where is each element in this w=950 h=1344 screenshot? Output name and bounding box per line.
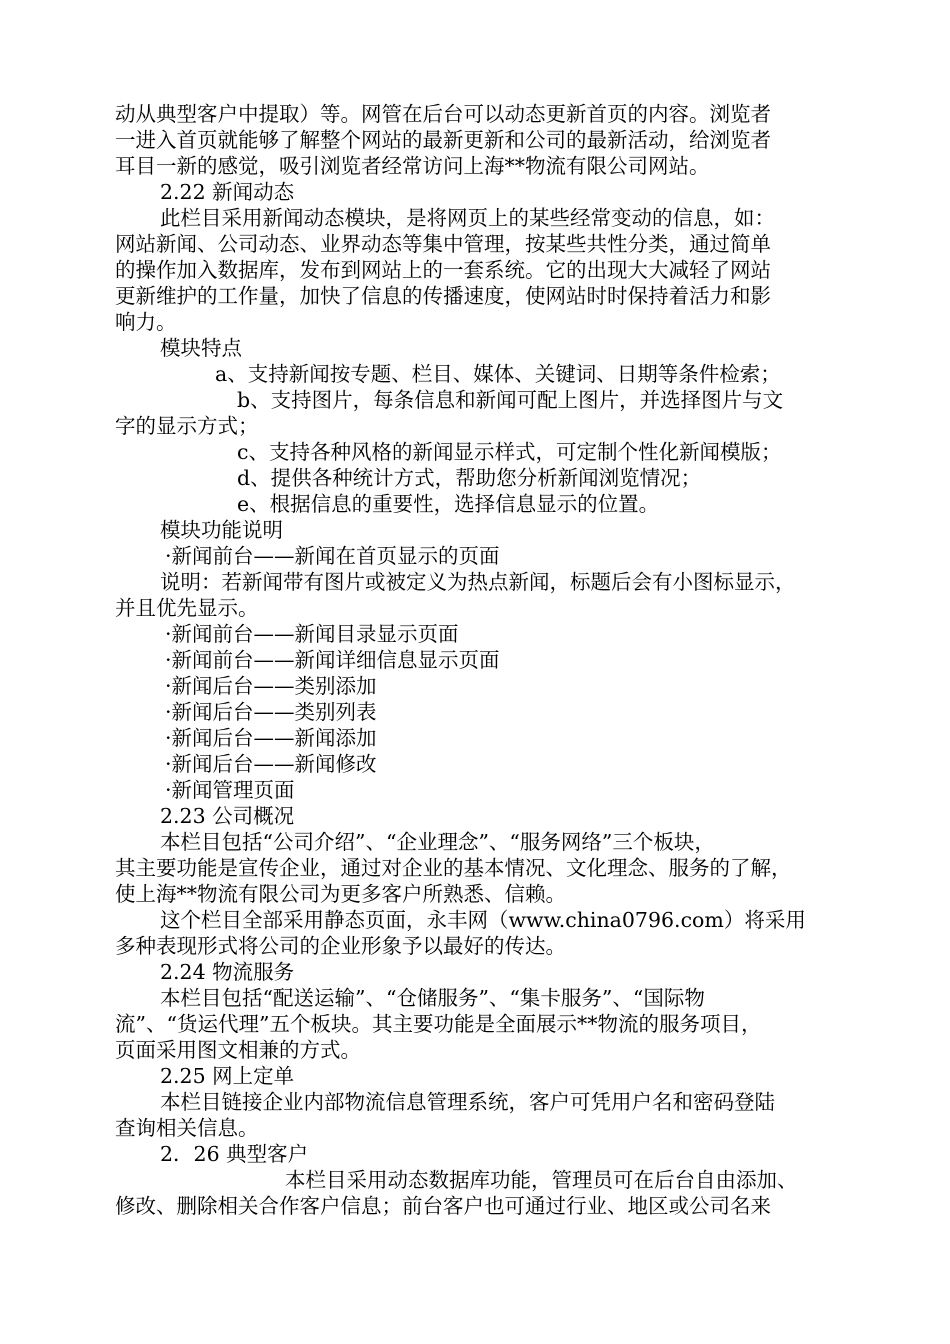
paragraph-line: 更新维护的工作量，加快了信息的传播速度，使网站时时保持着活力和影 (115, 284, 771, 308)
paragraph-line: 动从典型客户中提取）等。网管在后台可以动态更新首页的内容。浏览者 (115, 102, 771, 126)
feature-item: b、支持图片，每条信息和新闻可配上图片，并选择图片与文 (237, 388, 784, 412)
subheading: 模块功能说明 (160, 518, 283, 542)
bullet-item: ·新闻后台——类别添加 (165, 674, 377, 698)
paragraph-line: 一进入首页就能够了解整个网站的最新更新和公司的最新活动，给浏览者 (115, 128, 771, 152)
paragraph-line: 本栏目包括“配送运输”、“仓储服务”、“集卡服务”、“国际物 (160, 986, 705, 1010)
paragraph-line: 这个栏目全部采用静态页面，永丰网（www.china0796.com）将采用 (160, 908, 806, 932)
paragraph-line: 流”、“货运代理”五个板块。其主要功能是全面展示**物流的服务项目， (115, 1012, 762, 1036)
feature-item: e、根据信息的重要性，选择信息显示的位置。 (237, 492, 660, 516)
feature-item-continuation: 字的显示方式； (115, 414, 259, 438)
paragraph-line: 此栏目采用新闻动态模块，是将网页上的某些经常变动的信息，如： (160, 206, 775, 230)
paragraph-line: 并且优先显示。 (115, 596, 259, 620)
paragraph-line: 使上海**物流有限公司为更多客户所熟悉、信赖。 (115, 882, 566, 906)
bullet-item: ·新闻前台——新闻详细信息显示页面 (165, 648, 500, 672)
bullet-item: ·新闻后台——新闻修改 (165, 752, 377, 776)
paragraph-line: 说明：若新闻带有图片或被定义为热点新闻，标题后会有小图标显示， (160, 570, 796, 594)
section-heading: 2.23 公司概况 (160, 804, 295, 828)
section-heading: 2.22 新闻动态 (160, 180, 295, 204)
paragraph-line: 的操作加入数据库，发布到网站上的一套系统。它的出现大大减轻了网站 (115, 258, 771, 282)
bullet-item: ·新闻前台——新闻在首页显示的页面 (165, 544, 500, 568)
feature-item: d、提供各种统计方式，帮助您分析新闻浏览情况； (237, 466, 702, 490)
section-heading: 2.24 物流服务 (160, 960, 295, 984)
bullet-item: ·新闻后台——类别列表 (165, 700, 377, 724)
paragraph-line: 本栏目采用动态数据库功能，管理员可在后台自由添加、 (285, 1168, 798, 1192)
section-heading: 2．26 典型客户 (160, 1142, 309, 1166)
paragraph-line: 页面采用图文相兼的方式。 (115, 1038, 361, 1062)
bullet-item: ·新闻前台——新闻目录显示页面 (165, 622, 459, 646)
bullet-item: ·新闻管理页面 (165, 778, 295, 802)
subheading: 模块特点 (160, 336, 242, 360)
paragraph-line: 其主要功能是宣传企业，通过对企业的基本情况、文化理念、服务的了解， (115, 856, 792, 880)
feature-item: c、支持各种风格的新闻显示样式，可定制个性化新闻模版； (237, 440, 782, 464)
paragraph-line: 查询相关信息。 (115, 1116, 259, 1140)
feature-item: a、支持新闻按专题、栏目、媒体、关键词、日期等条件检索； (215, 362, 781, 386)
paragraph-line: 网站新闻、公司动态、业界动态等集中管理，按某些共性分类，通过简单 (115, 232, 771, 256)
paragraph-line: 本栏目包括“公司介绍”、“企业理念”、“服务网络”三个板块， (160, 830, 715, 854)
paragraph-line: 耳目一新的感觉，吸引浏览者经常访问上海**物流有限公司网站。 (115, 154, 710, 178)
paragraph-line: 多种表现形式将公司的企业形象予以最好的传达。 (115, 934, 566, 958)
paragraph-line: 修改、删除相关合作客户信息；前台客户也可通过行业、地区或公司名来 (115, 1194, 771, 1218)
bullet-item: ·新闻后台——新闻添加 (165, 726, 377, 750)
section-heading: 2.25 网上定单 (160, 1064, 295, 1088)
paragraph-line: 响力。 (115, 310, 177, 334)
paragraph-line: 本栏目链接企业内部物流信息管理系统，客户可凭用户名和密码登陆 (160, 1090, 775, 1114)
